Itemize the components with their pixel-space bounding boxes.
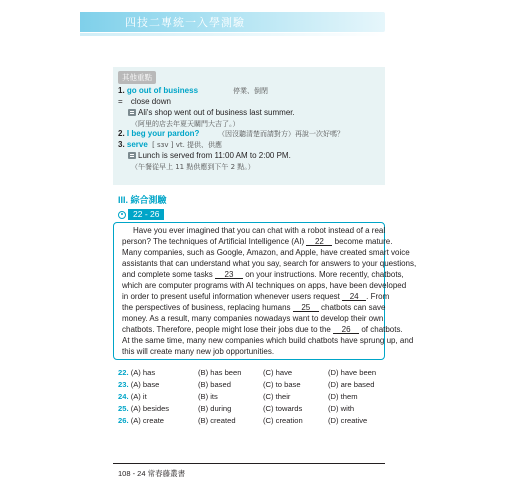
- vocab-item-3: [118, 140, 222, 150]
- passage-line: Have you ever imagined that you can chat with a robot instead of a real: [133, 226, 386, 235]
- passage-line: which are computer programs with AI techniques on apps, have been developed: [122, 281, 407, 290]
- vocab-synonym: [118, 97, 171, 107]
- question-23: [118, 380, 159, 390]
- passage-text: the perspectives of business, replacing humans: [122, 303, 291, 312]
- option-a: (A) base: [130, 380, 160, 389]
- option-d: (D) creative: [328, 416, 368, 425]
- vocab-num: 2.: [118, 129, 125, 138]
- passage-text: chatbots. Therefore, people might lose their jobs due to the: [122, 325, 331, 334]
- option-c: (C) towards: [263, 404, 303, 413]
- question-number: 25.: [118, 404, 129, 413]
- footer-divider: [113, 463, 385, 464]
- blank-22: 22: [306, 237, 332, 246]
- passage-line: assistants that can understand what you say, search for answers to your questions,: [122, 259, 417, 268]
- option-d: (D) are based: [328, 380, 375, 389]
- vocab-meaning: 停業、倒閉: [233, 87, 268, 95]
- passage-text: and complete some tasks: [122, 270, 213, 279]
- option-b: (B) during: [198, 404, 232, 413]
- synonym-mark: =: [118, 97, 123, 106]
- example-en: Lunch is served from 11:00 AM to 2:00 PM.: [138, 151, 291, 160]
- option-c: (C) have: [263, 368, 293, 377]
- passage-line: At the same time, many new companies which build chatbots have sprung up, and: [122, 336, 414, 345]
- blank-24: 24: [342, 292, 366, 301]
- passage-text: on your instructions. More recently, chatbots,: [245, 270, 404, 279]
- passage-line: [122, 325, 403, 335]
- vocab-tag: 其他重點: [118, 71, 156, 84]
- option-c: (C) creation: [263, 416, 303, 425]
- example-en: Ali's shop went out of business last summer.: [138, 108, 295, 117]
- target-icon: [118, 211, 126, 219]
- option-b: (B) its: [198, 392, 218, 401]
- passage-text: in order to present useful information whenever users request: [122, 292, 340, 301]
- option-d: (D) them: [328, 392, 358, 401]
- header-stripe: [80, 33, 385, 36]
- question-range: [118, 209, 164, 220]
- question-number: 26.: [118, 416, 129, 425]
- vocab-meaning: （因沒聽清楚而請對方）再說一次好嗎？: [218, 130, 344, 138]
- page-footer: 108 - 24 常春藤叢書: [118, 469, 186, 478]
- blank-25: 25: [293, 303, 319, 312]
- passage-text: . From: [366, 292, 390, 301]
- passage-text: of chatbots.: [361, 325, 403, 334]
- passage-line: [122, 270, 404, 280]
- vocab-pos: [ sɜv ] vt. 提供、供應: [152, 141, 223, 149]
- vocab-item-1: [118, 86, 198, 96]
- example-zh: （午餐從早上 11 點供應到下午 2 點。）: [131, 163, 255, 171]
- vocab-example: [128, 108, 295, 118]
- question-range-label: 22 - 26: [128, 209, 164, 220]
- passage-line: this will create many new job opportunities.: [122, 347, 275, 356]
- option-b: (B) based: [198, 380, 231, 389]
- question-number: 24.: [118, 392, 129, 401]
- question-22: [118, 368, 155, 378]
- question-24: [118, 392, 147, 402]
- blank-26: 26: [333, 325, 359, 334]
- option-b: (B) has been: [198, 368, 242, 377]
- passage-line: money. As a result, many companies nowadays want to develop their own: [122, 314, 384, 323]
- option-d: (D) with: [328, 404, 355, 413]
- vocab-item-2: [118, 129, 199, 139]
- option-c: (C) their: [263, 392, 291, 401]
- vocab-example: [128, 151, 291, 161]
- option-a: (A) it: [130, 392, 147, 401]
- option-a: (A) has: [130, 368, 156, 377]
- question-25: [118, 404, 169, 414]
- vocab-num: 3.: [118, 140, 125, 149]
- section-title: III. 綜合測驗: [118, 195, 167, 205]
- passage-line: [122, 237, 392, 247]
- passage-line: [122, 303, 386, 313]
- passage-line: [122, 292, 389, 302]
- option-c: (C) to base: [263, 380, 301, 389]
- vocab-phrase: serve: [126, 140, 148, 149]
- passage-text: become mature.: [334, 237, 393, 246]
- question-number: 22.: [118, 368, 129, 377]
- blank-23: 23: [215, 270, 243, 279]
- example-icon: [128, 152, 136, 159]
- vocab-phrase: go out of business: [126, 86, 199, 95]
- option-d: (D) have been: [328, 368, 377, 377]
- option-b: (B) created: [198, 416, 236, 425]
- synonym-text: close down: [130, 97, 171, 106]
- passage-text: chatbots can save: [321, 303, 386, 312]
- vocab-num: 1.: [118, 86, 125, 95]
- example-icon: [128, 109, 136, 116]
- question-number: 23.: [118, 380, 129, 389]
- option-a: (A) besides: [130, 404, 170, 413]
- question-26: [118, 416, 164, 426]
- vocab-phrase: I beg your pardon?: [126, 129, 200, 138]
- header-title: 四技二專統一入學測驗: [125, 16, 245, 29]
- passage-text: person? The techniques of Artificial Intelligence (AI): [122, 237, 305, 246]
- example-zh: （阿里的店去年夏天關門大吉了。）: [131, 120, 240, 128]
- passage-line: Many companies, such as Google, Amazon, and Apple, have created smart voice: [122, 248, 410, 257]
- option-a: (A) create: [130, 416, 165, 425]
